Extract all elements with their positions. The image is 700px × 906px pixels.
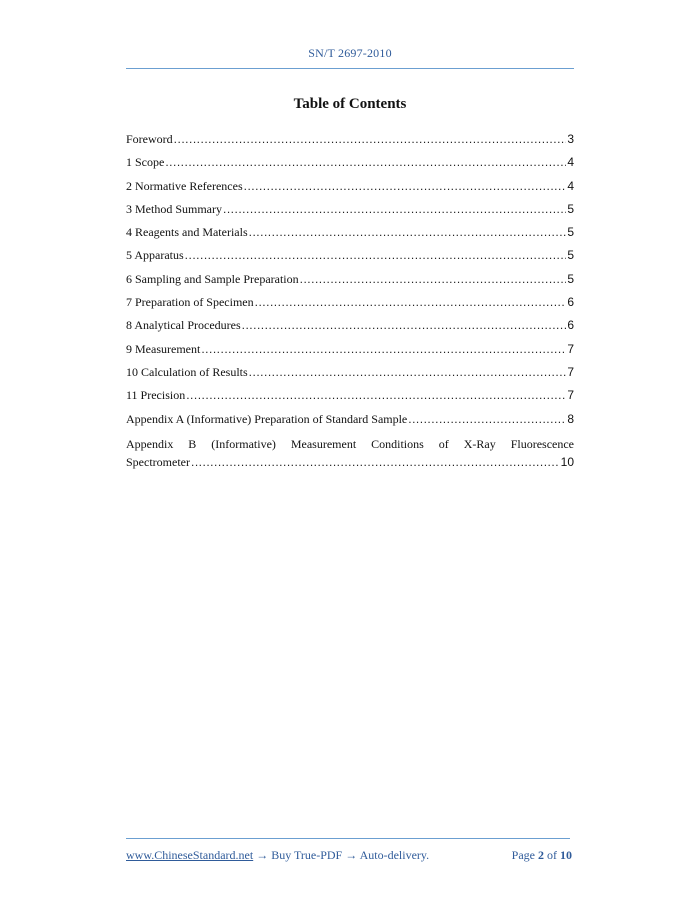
toc-dot-leader [185,244,567,267]
toc-entry-label: 11 Precision [126,388,186,403]
toc-entry-page: 6 [567,318,574,333]
toc-dot-leader [300,268,567,291]
toc-entry-label: 9 Measurement [126,341,201,356]
toc-entry[interactable] [126,128,574,151]
toc-entry-continuation [126,453,574,471]
document-code-header: SN/T 2697-2010 [308,46,392,60]
toc-entry-page: 3 [567,132,574,146]
of-word: of [547,848,557,862]
toc-entry-page: 8 [567,411,574,426]
toc-entry-page: 4 [567,178,574,193]
toc-dot-leader [223,198,566,221]
toc-entry-page: 10 [560,454,574,469]
toc-entry[interactable] [126,151,574,174]
toc-dot-leader [165,151,566,174]
toc-entry-page: 7 [567,388,574,403]
toc-entry[interactable] [126,198,574,221]
table-of-contents [126,128,574,471]
chinesestandard-link[interactable]: www.ChineseStandard.net [126,848,254,862]
toc-dot-leader [249,221,567,244]
toc-entry-label: 5 Apparatus [126,248,184,263]
toc-entry-page: 7 [567,341,574,356]
toc-entry-page: 5 [567,248,574,263]
auto-delivery-text: Auto-delivery. [359,848,430,862]
toc-dot-leader [201,338,566,361]
toc-entry-label: 7 Preparation of Specimen [126,295,254,310]
toc-entry[interactable] [126,175,574,198]
toc-dot-leader [408,408,566,431]
toc-entry-label: 1 Scope [126,155,165,170]
toc-entry-label: Appendix A (Informative) Preparation of Standard Sample [126,411,408,426]
toc-entry-page: 7 [567,364,574,379]
toc-entry[interactable] [126,435,574,471]
toc-entry-page: 5 [567,225,574,240]
page-word: Page [511,848,535,862]
toc-entry-label: Spectrometer [126,454,190,469]
toc-dot-leader [191,453,560,471]
toc-entry-page: 4 [567,155,574,170]
current-page-number: 2 [538,848,544,862]
toc-entry[interactable] [126,244,574,267]
toc-entry-page: 5 [567,271,574,286]
toc-entry-label: 8 Analytical Procedures [126,318,241,333]
toc-dot-leader [255,291,567,314]
toc-entry-label: 3 Method Summary [126,201,222,216]
footer-promo [126,848,429,863]
arrow-right-icon: → [342,848,360,862]
toc-entry[interactable] [126,408,574,431]
toc-entry[interactable] [126,221,574,244]
toc-entry[interactable] [126,314,574,337]
toc-entry-label: 4 Reagents and Materials [126,225,248,240]
buy-true-pdf-text: Buy True-PDF [271,848,343,862]
arrow-right-icon: → [253,848,272,862]
toc-dot-leader [244,175,567,198]
page-indicator [512,848,572,863]
toc-entry-label: Foreword [126,132,173,146]
total-page-number: 10 [560,848,572,862]
toc-entry-label: 10 Calculation of Results [126,364,248,379]
footer-divider [126,838,570,839]
toc-entry-label: 6 Sampling and Sample Preparation [126,271,299,286]
header-divider [126,68,574,69]
toc-entry[interactable] [126,338,574,361]
toc-dot-leader [186,384,566,407]
toc-entry-label: Appendix B (Informative) Measurement Conditions of X-Ray Fluorescence [126,436,574,451]
toc-entry[interactable] [126,268,574,291]
toc-entry[interactable] [126,384,574,407]
page-footer [126,848,572,863]
toc-entry-page: 5 [567,201,574,216]
toc-entry-page: 6 [567,295,574,310]
toc-entry-label: 2 Normative References [126,178,243,193]
toc-dot-leader [174,128,567,151]
toc-entry[interactable] [126,291,574,314]
toc-dot-leader [242,314,567,337]
toc-entry[interactable] [126,361,574,384]
toc-dot-leader [249,361,567,384]
page-title: Table of Contents [293,96,407,112]
